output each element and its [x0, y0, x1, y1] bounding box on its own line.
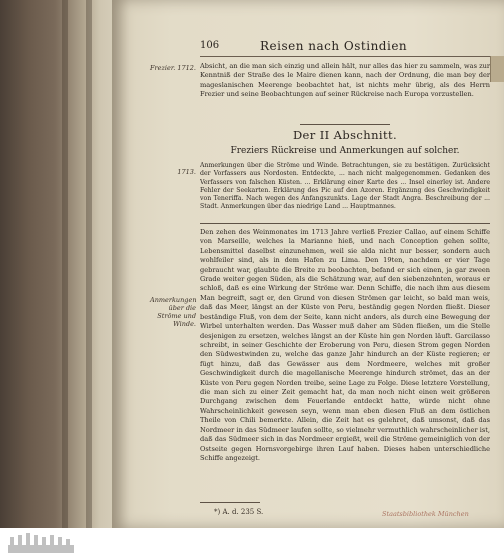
footer-bar [0, 528, 504, 559]
margin-note-1713: 1713. [177, 168, 196, 176]
running-head: Reisen nach Ostindien [260, 39, 408, 53]
page-edge [490, 56, 504, 82]
margin-note-frezier: Frezier. 1712. [150, 64, 196, 72]
page-number: 106 [200, 40, 220, 51]
page-header [200, 40, 490, 57]
summary-paragraph: Anmerkungen über die Ströme und Winde. Betrachtungen, sie zu bestätigen. Zurücksicht der Vorfassers aus Nordosten. Entdeckte, ... nach nicht malgegenommen. Gedanken des Verfassers von falschen Küsten. ... Erklärung einer Karte des ... Insel einerley ist. Andere Fehler der Seekarten. Erklärung des Pic auf den Azoren. Ergänzung des Geschwindigkeit von Teneriffa. Nach wegen des Anfangszunkts. Lage der Stadt Angra. Beschreibung der ... Stadt. Anmerkungen über das niedrige Land ... Hauptmannes. [200, 162, 490, 211]
library-stamp: Staatsbibliothek München [382, 510, 469, 518]
spine-shadow [62, 0, 68, 528]
summary-divider [200, 223, 490, 224]
book-spine [0, 0, 118, 528]
section-title: Der II Abschnitt. [292, 128, 398, 142]
margin-note-streams-winds: Anmerkungen über die Ströme und Winde. [150, 296, 197, 328]
footnote: *) A. d. 235 S. [214, 508, 264, 516]
library-logo [6, 531, 76, 555]
footnote-rule [200, 502, 260, 503]
section-subtitle: Freziers Rückreise und Anmerkungen auf solcher. [230, 146, 460, 156]
section-rule-top [300, 124, 390, 125]
second-paragraph: Man begreift, sagt er, den Grund von diesen Strömen gar leicht, so bald man weis, daß das Meer, längst an der Küste von Peru, beständig gegen Norden fließt. Dieser beständige Fluß, von dem der Seite, kann nicht anders, als durch eine Bewegung der Wirbel unterhalten werden. Das Wasser muß daher am Süden fließen, um die Stelle desjenigen zu ersetzen, welches längst an der Küste hin gen Norden läuft. Garcilasso schreibt, in seiner Geschichte der Eroberung von Peru, diesen Strom gegen Norden den Südwestwinden zu, welche das ganze Jahr hindurch an der Küste regieren; er fügt hinzu, daß das Gewässer aus dem Nordmeere, welches mit großer Geschwindigkeit durch die magellanische Meerenge hindurch strömet, das an der Küste von Peru gegen Norden treibe, seine Lage zu Folge. Diese letztere Vorstellung, die man sich zu einer Zeit gemacht hat, da man noch nicht einen weit größeren Durchgang zwischen dem Feuerlande entdeckt hatte, würde nicht ohne Wahrscheinlichkeit gewesen seyn, wenn man eben diesen Fluß an dem östlichen Theile von Chili bemerkte. Allein, die Zeit hat es gelehret, daß umsonst, daß das Nordmeer in das Südmeer laufen sollte, so vielmehr vermuthlich wahrscheinlicher ist, daß das Südmeer sich in das Nordmeer ergießt, weil die Ströme gemeiniglich von der Ostseite gegen Hornsvorgebirge ihren Lauf haben. Dieses haben unterschiedliche Schiffe angezeigt. [200, 294, 490, 462]
intro-paragraph: Absicht, an die man sich einzig und allein hält, nur alles das hier zu sammeln, was zur Kenntniß der Straße des le Maire dienen kann, nach der Ordnung, die man bey der mageslanischen Meerenge beobachtet hat, ist nichts mehr übrig, als des Herrn Frezier und seine Beobachtungen auf seiner Rückreise nach Europa vorzustellen. [200, 62, 490, 99]
main-paragraph-text: Den zehen des Weinmonates im 1713 Jahre verließ Frezier Callao, auf einem Schiffe von Marseille, welches la Marianne hieß, und nach Conception gehen sollte, Lebensmittel daselbst einzunehmen, weil sie alda nicht nur besser, sondern auch wohlfeiler sind, als in dem Hafen zu Lima. Den 19ten, nachdem er vier Tage gebraucht war, glaubte die Breite zu beobachten, befand er sich einen, ja gar zween Grade weiter gegen Süden, als die Schätzung war, auf den siebenzehnten, woraus er schloß, daß es eine Wirkung der Ströme war. Denn Schiffe, die nach ihm aus diesem [200, 228, 490, 293]
spine-shadow [86, 0, 92, 528]
main-paragraph [200, 228, 490, 294]
